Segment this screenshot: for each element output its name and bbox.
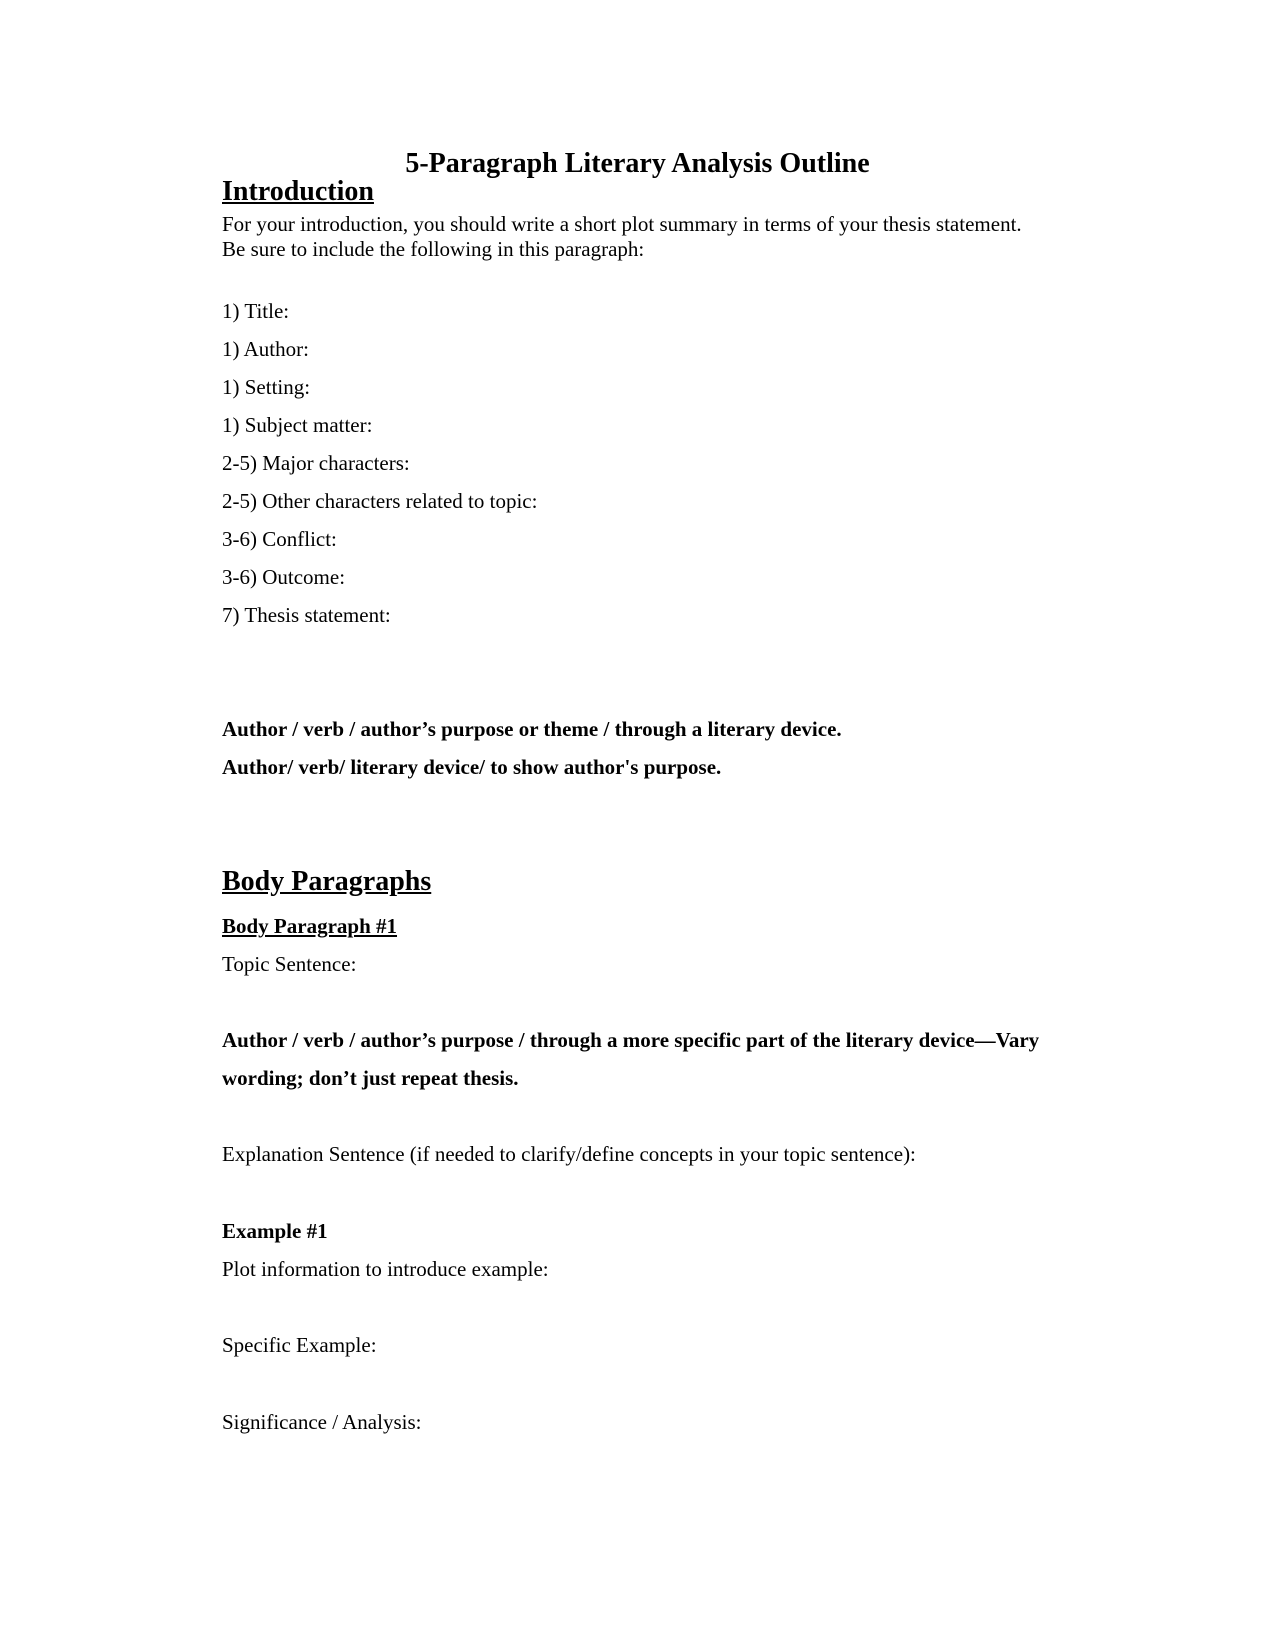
plot-information-label: Plot information to introduce example: <box>222 1257 549 1281</box>
intro-item-subject-matter: 1) Subject matter: <box>222 413 373 437</box>
document-title: 5-Paragraph Literary Analysis Outline <box>405 148 870 179</box>
significance-analysis-label: Significance / Analysis: <box>222 1410 422 1434</box>
intro-item-setting: 1) Setting: <box>222 375 311 399</box>
intro-item-thesis-statement: 7) Thesis statement: <box>222 603 391 627</box>
intro-item-title: 1) Title: <box>222 299 290 323</box>
intro-item-outcome: 3-6) Outcome: <box>222 565 346 589</box>
intro-item-conflict: 3-6) Conflict: <box>222 527 337 551</box>
example-1-heading: Example #1 <box>222 1219 328 1243</box>
intro-item-author: 1) Author: <box>222 337 309 361</box>
body-paragraphs-heading: Body Paragraphs <box>222 866 432 897</box>
topic-formula-line-2: wording; don’t just repeat thesis. <box>222 1066 519 1090</box>
body-paragraph-1-heading: Body Paragraph #1 <box>222 914 398 938</box>
intro-item-major-characters: 2-5) Major characters: <box>222 451 410 475</box>
introduction-heading: Introduction <box>222 176 374 207</box>
intro-item-other-characters: 2-5) Other characters related to topic: <box>222 489 538 513</box>
topic-formula-line-1: Author / verb / author’s purpose / through a more specific part of the literary device—Vary <box>222 1028 1040 1052</box>
introduction-paragraph-line-1: For your introduction, you should write a short plot summary in terms of your thesis statement. <box>222 212 1022 236</box>
thesis-formula-1: Author / verb / author’s purpose or theme / through a literary device. <box>222 717 842 741</box>
introduction-paragraph-line-2: Be sure to include the following in this paragraph: <box>222 237 645 261</box>
thesis-formula-2: Author/ verb/ literary device/ to show author's purpose. <box>222 755 722 779</box>
specific-example-label: Specific Example: <box>222 1333 377 1357</box>
topic-sentence-label: Topic Sentence: <box>222 952 357 976</box>
explanation-sentence-label: Explanation Sentence (if needed to clarify/define concepts in your topic sentence): <box>222 1142 916 1166</box>
